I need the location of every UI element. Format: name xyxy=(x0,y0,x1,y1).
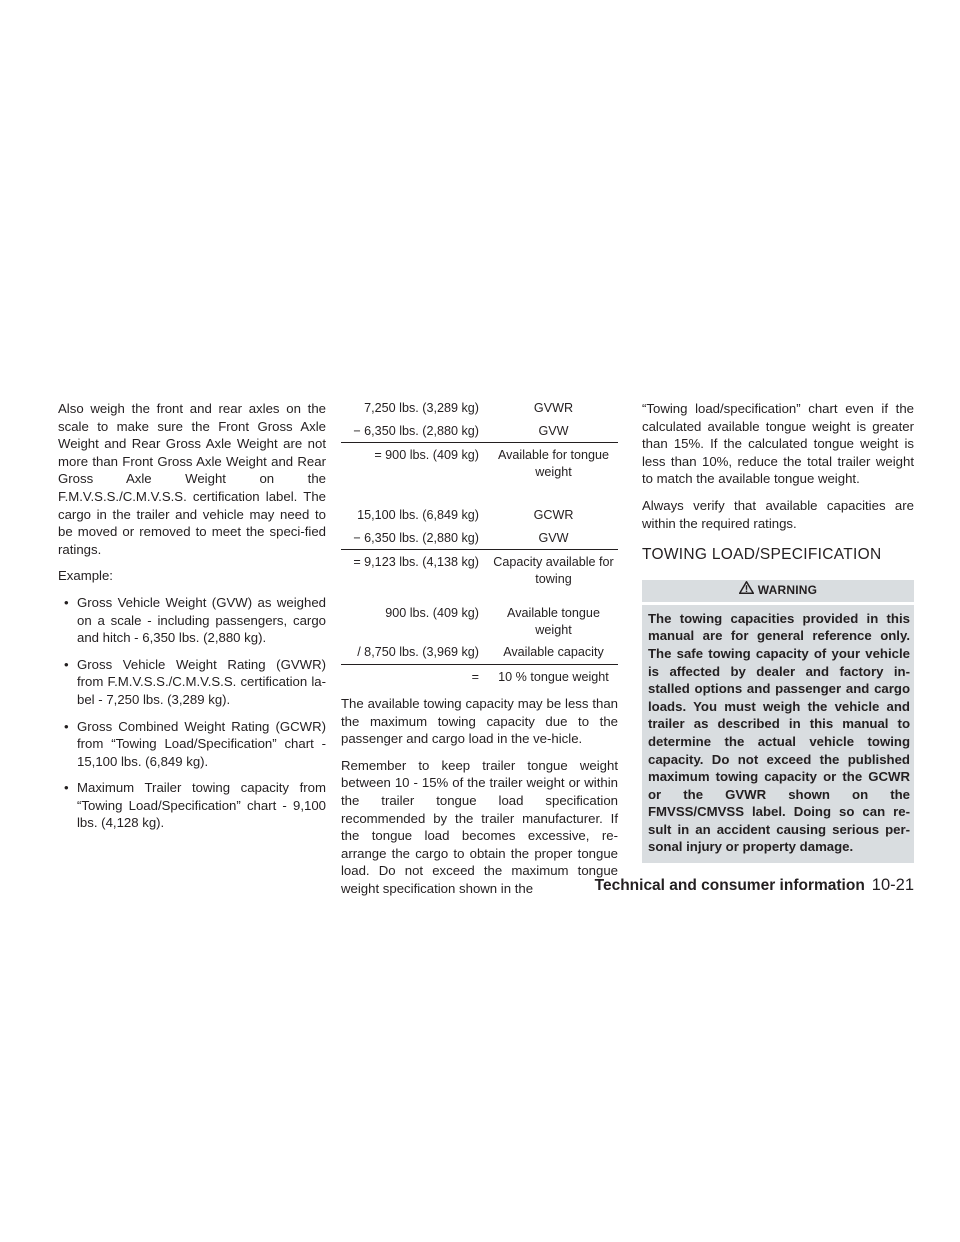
list-item: • Maximum Trailer towing capacity from “Towing Load/Specification” chart - 9,100 lbs. (4,128 kg). xyxy=(58,779,326,832)
example-list xyxy=(58,594,326,832)
calc-label: Available tongue weight xyxy=(507,606,600,637)
calc-value: − 6,350 lbs. (2,880 kg) xyxy=(353,423,479,438)
calc-row xyxy=(341,644,618,665)
warning-box xyxy=(642,580,914,863)
calc-result-row xyxy=(341,669,618,686)
warning-header xyxy=(642,580,914,605)
column-right xyxy=(642,400,914,863)
calc-row xyxy=(341,400,618,417)
column-left xyxy=(58,400,326,841)
calc-value: 900 lbs. (409 kg) xyxy=(385,606,479,620)
calc-result-row xyxy=(341,554,618,587)
calc-label: GVW xyxy=(538,530,569,545)
intro-paragraph: Also weigh the front and rear axles on the scale to make sure the Front Gross Axle Weight and Rear Gross Axle Weight are not more than Front Gross Axle Weight and Rear Gross Axle Weight on the F.M.V.S.S./C.M.V.S.S. certification label. The cargo in the trailer and vehicle may need to be moved or removed to meet the speci-fied ratings. xyxy=(58,401,326,557)
calc-value: 15,100 lbs. (6,849 kg) xyxy=(357,508,479,522)
calc-label: GCWR xyxy=(533,508,574,522)
calc-result-row xyxy=(341,447,618,480)
page-footer xyxy=(595,876,914,895)
calc-value: 7,250 lbs. (3,289 kg) xyxy=(364,401,479,415)
calc-value: = 9,123 lbs. (4,138 kg) xyxy=(353,555,479,569)
tongue-weight-paragraph: Remember to keep trailer tongue weight between 10 - 15% of the trailer weight or within the trailer tongue load specification recommended by the trailer manufacturer. If the tongue load becomes excessive, re-arrange the cargo to obtain the proper tongue load. Do not exceed the maximum tongue weight specification shown in the xyxy=(341,757,618,896)
calc-value: − 6,350 lbs. (2,880 kg) xyxy=(353,530,479,545)
calculation-table xyxy=(341,400,618,685)
calc-label: Capacity available for towing xyxy=(493,555,614,586)
calc-label: Available capacity xyxy=(503,645,604,659)
capacity-paragraph: The available towing capacity may be less than the maximum towing capacity due to the passenger and cargo load in the ve-hicle. xyxy=(341,696,618,747)
column-middle xyxy=(341,400,618,907)
section-title: TOWING LOAD/SPECIFICATION xyxy=(642,546,882,564)
chart-note-paragraph: “Towing load/specification” chart even if the calculated available tongue weight is greater than 15%. If the calculated tongue weight is less than 10%, reduce the total trailer weight to match the available tongue weight. xyxy=(642,401,914,487)
list-item: • Gross Vehicle Weight (GVW) as weighed on a scale - including passengers, cargo and hitch - 6,350 lbs. (2,880 kg). xyxy=(58,594,326,647)
calc-label: Available for tongue weight xyxy=(497,448,610,479)
example-label: Example: xyxy=(58,568,113,584)
calc-row xyxy=(341,605,618,638)
calc-row xyxy=(341,507,618,524)
calc-value: / 8,750 lbs. (3,969 kg) xyxy=(357,645,479,659)
page-number: 10-21 xyxy=(871,876,914,894)
calc-label: GVW xyxy=(538,423,569,438)
footer-section-title: Technical and consumer information xyxy=(594,877,865,894)
calc-label: 10 % tongue weight xyxy=(498,669,609,684)
calc-value: = xyxy=(471,669,479,684)
warning-triangle-icon xyxy=(739,581,754,600)
calc-row xyxy=(341,530,618,551)
list-item: • Gross Combined Weight Rating (GCWR) from “Towing Load/Specification” chart - 15,100 lbs. (6,849 kg). xyxy=(58,718,326,771)
warning-title: WARNING xyxy=(757,582,818,597)
calc-label: GVWR xyxy=(533,401,574,415)
warning-text: The towing capacities provided in this manual are for general reference only. The safe towing capacity of your vehicle is affected by dealer and factory in-stalled options and passenger and cargo loads. You must weigh the vehicle and trailer as described in this manual to determine the actual vehicle towing capacity. Do not exceed the published maximum towing capacity or the GCWR or the GVWR shown on the FMVSS/CMVSS label. Doing so can re-sult in an accident causing serious per-sonal injury or property damage. xyxy=(648,610,910,855)
calc-value: = 900 lbs. (409 kg) xyxy=(374,448,479,462)
list-item: • Gross Vehicle Weight Rating (GVWR) from F.M.V.S.S./C.M.V.S.S. certification la-bel - 7,250 lbs. (3,289 kg). xyxy=(58,656,326,709)
calc-row xyxy=(341,423,618,444)
verify-paragraph: Always verify that available capacities are within the required ratings. xyxy=(642,497,914,531)
